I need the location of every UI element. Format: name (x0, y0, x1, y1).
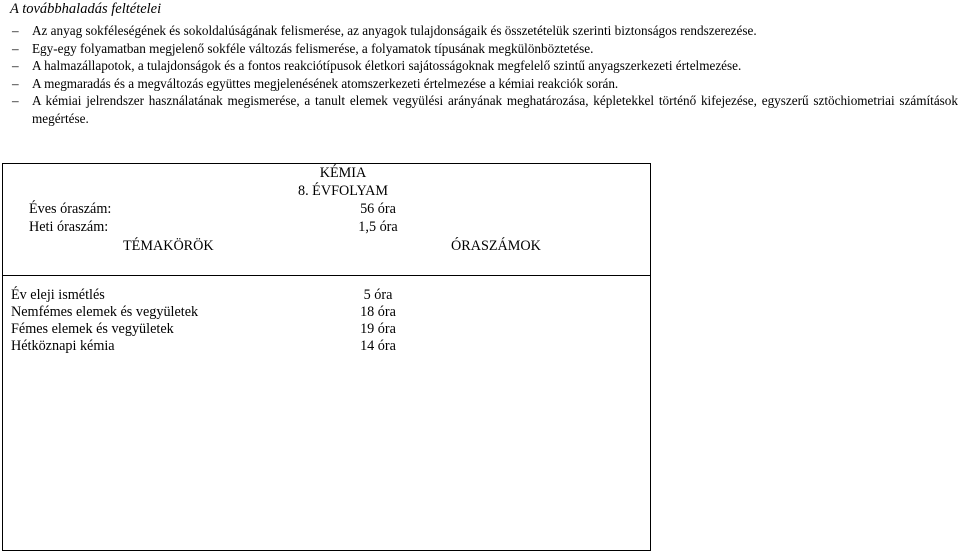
dash-bullet: – (12, 75, 19, 91)
dash-bullet: – (12, 40, 19, 56)
hours-row-3: 19 óra (360, 321, 396, 337)
list-item (12, 22, 958, 40)
topic-row-2: Nemfémes elemek és vegyületek (11, 304, 199, 320)
topic-row-1: Év eleji ismétlés (11, 287, 105, 303)
annual-hours-value: 56 óra (360, 201, 396, 217)
hours-row-2: 18 óra (360, 304, 396, 320)
dash-bullet: – (12, 93, 19, 109)
topic-row-3: Fémes elemek és vegyületek (11, 321, 174, 337)
curriculum-table (2, 163, 651, 551)
hours-row-1: 5 óra (363, 287, 393, 303)
dash-bullet: – (12, 58, 19, 74)
table-divider (3, 275, 650, 276)
list-item-text: Egy-egy folyamatban megjelenő sokféle változás felismerése, a folyamatok típusának megkülönböztetése. (32, 40, 594, 56)
list-item (12, 40, 958, 58)
topics-column-header: TÉMAKÖRÖK (123, 238, 214, 254)
weekly-hours-value: 1,5 óra (358, 219, 398, 235)
weekly-hours-label: Heti óraszám: (29, 219, 109, 235)
topic-row-4: Hétköznapi kémia (11, 338, 115, 354)
list-item (12, 92, 958, 127)
grade-title: 8. ÉVFOLYAM (297, 183, 388, 199)
list-item-text: A halmazállapotok, a tulajdonságok és a fontos reakciótípusok életkori sajátosságoknak megfelelő szintű anyagszerkezeti értelmezése. (32, 58, 742, 74)
annual-hours-label: Éves óraszám: (29, 201, 112, 217)
list-item (12, 75, 958, 93)
list-item-text: A kémiai jelrendszer használatának megismerése, a tanult elemek vegyülési arányának meghatározása, képletekkel történő kifejezése, egyszerű sztöchiometriai számítások megértése. (32, 93, 958, 126)
dash-bullet: – (12, 23, 19, 38)
list-item-text: A megmaradás és a megváltozás együttes megjelenésének atomszerkezeti értelmezése a kémiai reakciók során. (32, 75, 619, 91)
section-heading: A továbbhaladás feltételei (10, 1, 162, 17)
subject-title: KÉMIA (319, 165, 367, 181)
hours-row-4: 14 óra (360, 338, 396, 354)
list-item (12, 57, 958, 75)
list-item-text: Az anyag sokféleségének és sokoldalúságának felismerése, az anyagok tulajdonságaik és összetételük szerinti biztonságos rendszerezése. (32, 23, 757, 38)
hours-column-header: ÓRASZÁMOK (451, 238, 541, 254)
requirements-list (12, 22, 958, 128)
